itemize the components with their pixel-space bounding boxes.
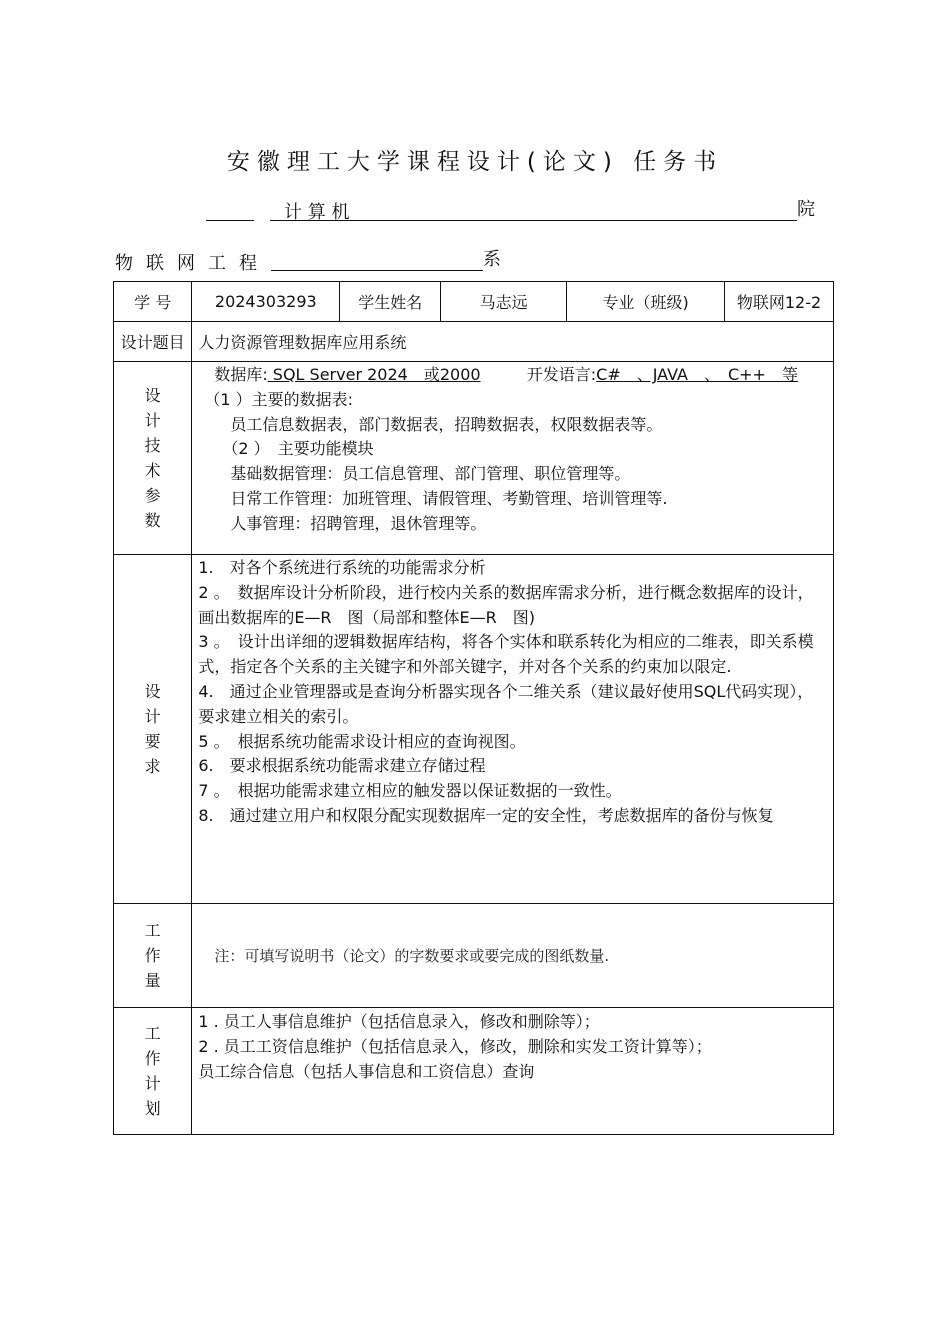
requirement-line: 画出数据库的E—R 图（局部和整体E—R 图): [198, 607, 536, 627]
tech-line: 员工信息数据表，部门数据表，招聘数据表，权限数据表等。: [230, 414, 663, 434]
db-value: SQL Server 2024 或2000: [267, 365, 481, 384]
student-id-label: 学 号: [114, 282, 192, 322]
lang-label: 开发语言:: [526, 365, 597, 384]
requirements-label: 设 计 要 求: [114, 555, 192, 904]
workload-content: [192, 904, 834, 1008]
task-table: [113, 281, 834, 1135]
document-title: 安徽理工大学课程设计(论文) 任务书: [226, 149, 724, 175]
department-suffix: 系: [483, 249, 501, 270]
tech-line: 日常工作管理：加班管理、请假管理、考勤管理、培训管理等.: [230, 488, 668, 508]
requirement-line: 2 。 数据库设计分析阶段，进行校内关系的数据库需求分析，进行概念数据库的设计，: [198, 582, 814, 602]
plan-content: [192, 1008, 834, 1135]
student-id-value: 2024303293: [192, 282, 340, 322]
requirement-line: 式，指定各个关系的主关键字和外部关键字，并对各个关系的约束加以限定.: [198, 657, 732, 677]
major-label: 专业（班级): [567, 282, 725, 322]
topic-value: 人力资源管理数据库应用系统: [192, 322, 834, 362]
requirements-row: [114, 555, 834, 904]
college-line: [206, 195, 826, 221]
requirement-line: 6. 要求根据系统功能需求建立存储过程: [198, 756, 486, 776]
college-name: 计 算 机: [284, 202, 350, 223]
workload-row: [114, 904, 834, 1008]
tech-row: [114, 362, 834, 555]
requirement-line: 要求建立相关的索引。: [198, 706, 359, 726]
tech-line: 基础数据管理：员工信息管理、部门管理、职位管理等。: [230, 464, 631, 484]
tech-line: （1 ）主要的数据表:: [204, 389, 353, 409]
db-label: 数据库:: [214, 365, 268, 384]
requirement-line: 7 。 根据功能需求建立相应的触发器以保证数据的一致性。: [198, 781, 622, 801]
college-suffix: 院: [797, 199, 815, 220]
requirement-line: 4. 通过企业管理器或是查询分析器实现各个二维关系（建议最好使用SQL代码实现），: [198, 681, 814, 701]
info-row: [114, 282, 834, 322]
requirements-content: [192, 555, 834, 904]
tech-line: 人事管理：招聘管理，退休管理等。: [230, 513, 487, 533]
lang-value: C# 、JAVA 、 C++ 等: [596, 365, 798, 384]
tech-content: [192, 362, 834, 555]
workload-note: 注：可填写说明书（论文）的字数要求或要完成的图纸数量.: [214, 947, 610, 965]
tech-label: 设 计 技 术 参 数: [114, 362, 192, 555]
requirement-line: 8. 通过建立用户和权限分配实现数据库一定的安全性，考虑数据库的备份与恢复: [198, 805, 774, 825]
student-name-label: 学生姓名: [340, 282, 441, 322]
tech-line: （2 ） 主要功能模块: [222, 439, 374, 459]
plan-row: [114, 1008, 834, 1135]
plan-line: 2 . 员工工资信息维护（包括信息录入，修改，删除和实发工资计算等）；: [198, 1036, 712, 1056]
topic-label: 设计题目: [114, 322, 192, 362]
requirement-line: 1. 对各个系统进行系统的功能需求分析: [198, 558, 486, 577]
student-name-value: 马志远: [441, 282, 567, 322]
department-name: 物联网工程: [115, 253, 270, 274]
department-line: [115, 245, 535, 274]
major-value: 物联网12-2: [725, 282, 834, 322]
plan-line: 员工综合信息（包括人事信息和工资信息）查询: [198, 1061, 535, 1081]
plan-label: 工 作 计 划: [114, 1008, 192, 1135]
requirement-line: 5 。 根据系统功能需求设计相应的查询视图。: [198, 731, 526, 751]
topic-row: [114, 322, 834, 362]
workload-label: 工 作 量: [114, 904, 192, 1008]
plan-line: 1 . 员工人事信息维护（包括信息录入，修改和删除等）；: [198, 1012, 600, 1031]
requirement-line: 3 。 设计出详细的逻辑数据库结构，将各个实体和联系转化为相应的二维表，即关系模: [198, 632, 814, 652]
